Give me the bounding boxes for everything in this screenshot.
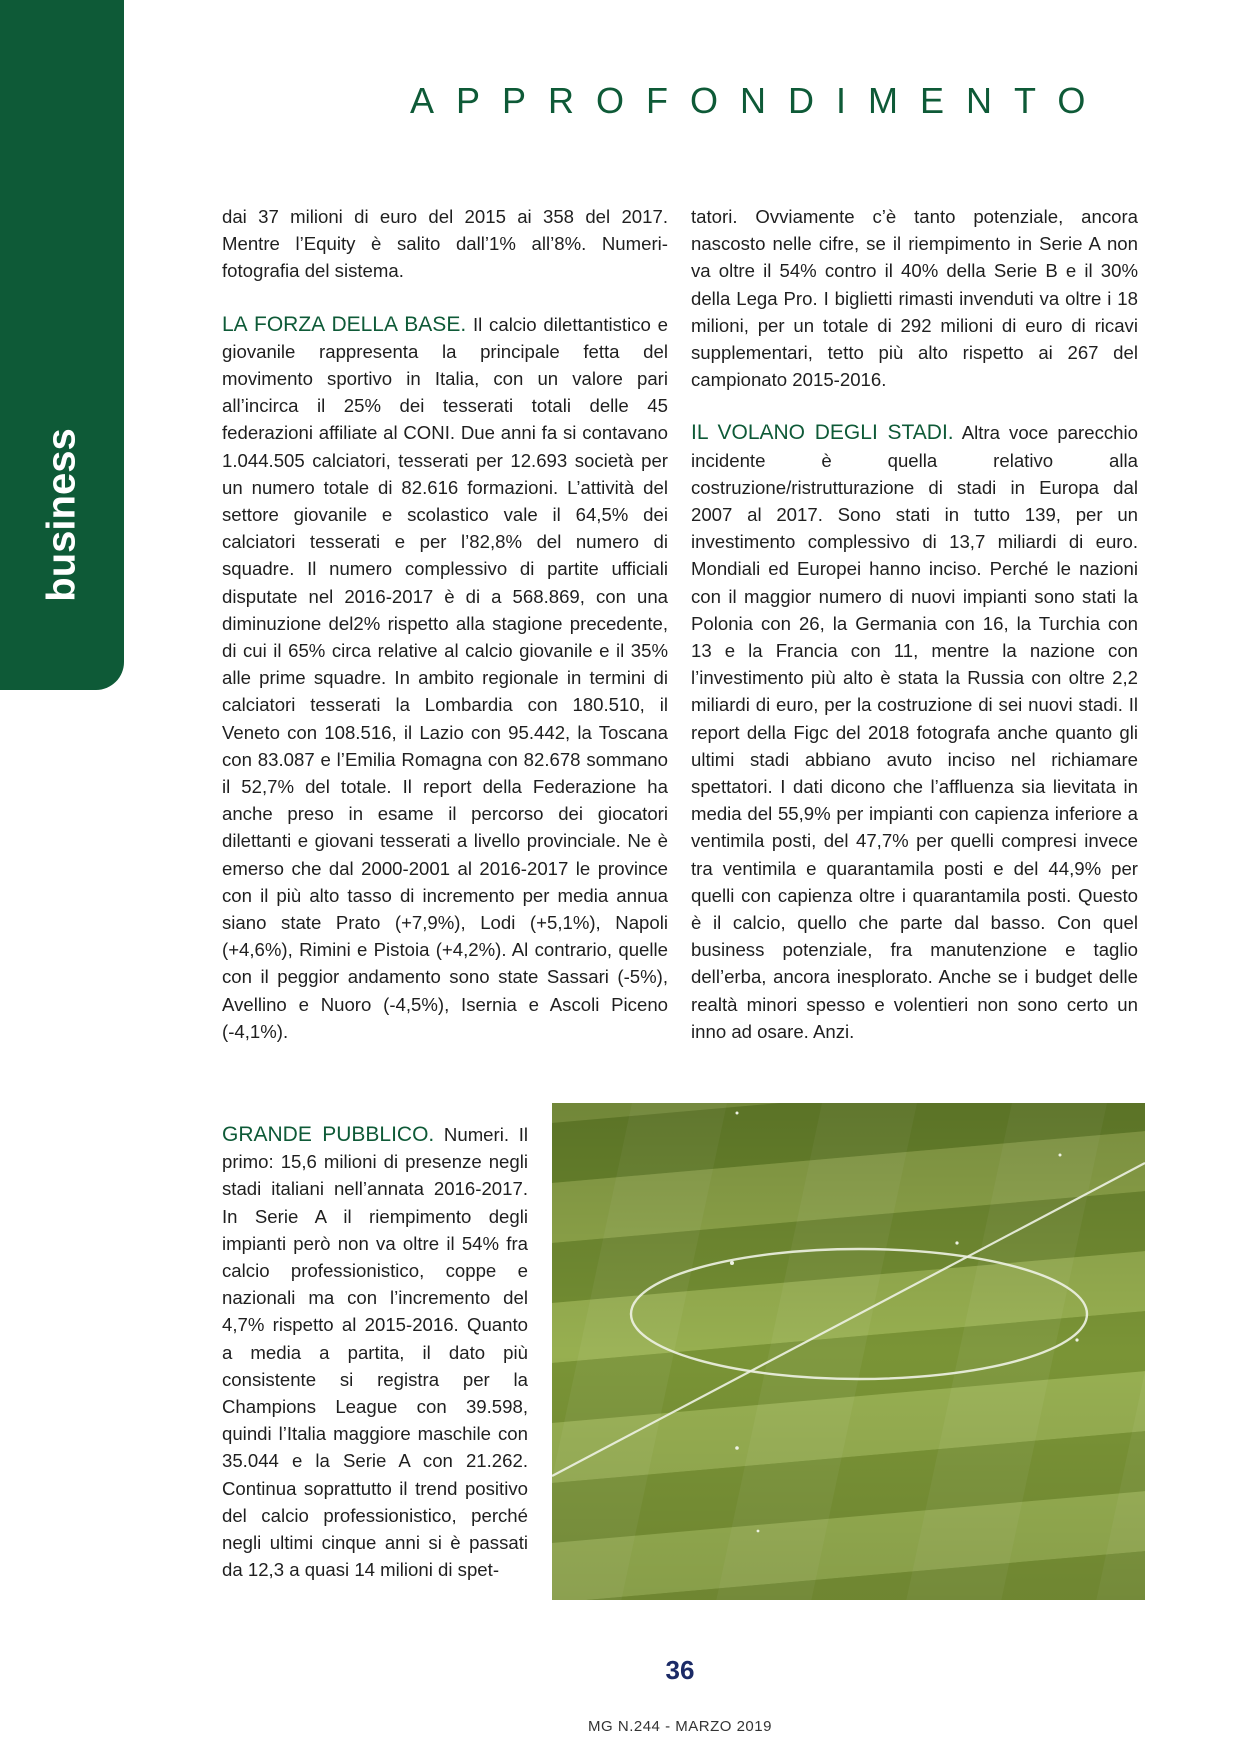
section-header: APPROFONDIMENTO xyxy=(410,80,1108,121)
article-column-left xyxy=(222,203,668,1045)
subheading: IL VOLANO DEGLI STADI. xyxy=(691,421,954,445)
article-column-right xyxy=(691,203,1138,1045)
paragraph: IL VOLANO DEGLI STADI. Altra voce parecchio incidente è quella relativo alla costruzione/ristrutturazione di stadi in Europa dal 2007 al 2017. Sono stati in tutto 139, per un investimento complessivo di 13,7 miliardi di euro. Mondiali ed Europei hanno inciso. Perché le nazioni con il maggior numero di nuovi impianti sono stati la Polonia con 26, la Germania con 16, la Turchia con 13 e la Francia con 11, mentre la nazione con l’investimento più alto è stata la Russia con oltre 2,2 miliardi di euro, per la costruzione di sei nuovi stadi. Il report della Figc del 2018 fotografa anche quanto gli ultimi stadi abbiano avuto inciso nel richiamare spettatori. I dati dicono che l’affluenza sia lievitata in media del 55,9% per impianti con capienza inferiore a ventimila posti, del 47,7% per quelli compresi invece tra ventimila e quarantamila posti e del 44,9% per quelli con capienza oltre i quarantamila posti. Questo è il calcio, quello che parte dal basso. Con quel business potenziale, fra manutenzione e taglio dell’erba, ancora inesplorato. Anche se i budget delle realtà minori spesso e volentieri non sono certo un inno ad osare. Anzi. xyxy=(691,421,1138,1042)
section-tab xyxy=(0,0,124,690)
paragraph: GRANDE PUBBLICO. Numeri. Il primo: 15,6 milioni di presenze negli stadi italiani nell’annata 2016-2017. In Serie A il riempimento degli impianti però non va oltre il 54% fra calcio professionistico, coppe e nazionali ma con l’incremento del 4,7% rispetto al 2015-2016. Quanto a media a partita, il dato più consistente si registra per la Champions League con 39.598, quindi l’Italia maggiore maschile con 35.044 e la Serie A con 21.262. Continua soprattutto il trend positivo del calcio professionistico, perché negli ultimi cinque anni si è passati da 12,3 a quasi 14 milioni di spet- xyxy=(222,1123,528,1581)
paragraph: dai 37 milioni di euro del 2015 ai 358 del 2017. Mentre l’Equity è salito dall’1% all’8%. Numeri-fotografia del sistema. xyxy=(222,206,668,282)
section-tab-label: business xyxy=(39,428,84,602)
article-column-bottom xyxy=(222,1121,528,1583)
football-pitch-photo xyxy=(552,1103,1145,1600)
paragraph: tatori. Ovviamente c’è tanto potenziale, ancora nascosto nelle cifre, se il riempimento in Serie A non va oltre il 54% contro il 40% della Serie B e il 30% della Lega Pro. I biglietti rimasti invenduti va oltre i 18 milioni, per un totale di 292 milioni di euro di ricavi supplementari, tetto più alto rispetto ai 267 del campionato 2015-2016. xyxy=(691,206,1138,391)
subheading: LA FORZA DELLA BASE. xyxy=(222,312,467,336)
subheading: GRANDE PUBBLICO. xyxy=(222,1123,435,1146)
paragraph: LA FORZA DELLA BASE. Il calcio dilettantistico e giovanile rappresenta la principale fetta del movimento sportivo in Italia, con un valore pari all’incirca il 25% dei tesserati totali delle 45 federazioni affiliate al CONI. Due anni fa si contavano 1.044.505 calciatori, tesserati per 12.693 società per un numero totale di 82.616 formazioni. L’attività del settore giovanile e scolastico vale il 64,5% dei calciatori tesserati e per l’82,8% del numero di squadre. Il numero complessivo di partite ufficiali disputate nel 2016-2017 è di a 568.869, con una diminuzione del2% rispetto alla stagione precedente, di cui il 65% circa relative al calcio giovanile e il 35% alle prime squadre. In ambito regionale in termini di calciatori tesserati la Lombardia con 180.510, il Veneto con 108.516, il Lazio con 95.442, la Toscana con 83.087 e l’Emilia Romagna con 82.678 sommano il 52,7% del totale. Il report della Federazione ha anche preso in esame il percorso dei giocatori dilettanti e giovani tesserati a livello provinciale. Ne è emerso che dal 2000-2001 al 2016-2017 le province con il più alto tasso di incremento per media annua siano state Prato (+7,9%), Lodi (+5,1%), Napoli (+4,6%), Rimini e Pistoia (+4,2%). Al contrario, quelle con il peggior andamento sono state Sassari (-5%), Avellino e Nuoro (-4,5%), Isernia e Ascoli Piceno (-4,1%). xyxy=(222,312,669,1042)
issue-info: MG N.244 - MARZO 2019 xyxy=(588,1718,772,1735)
page-number: 36 xyxy=(665,1655,695,1685)
